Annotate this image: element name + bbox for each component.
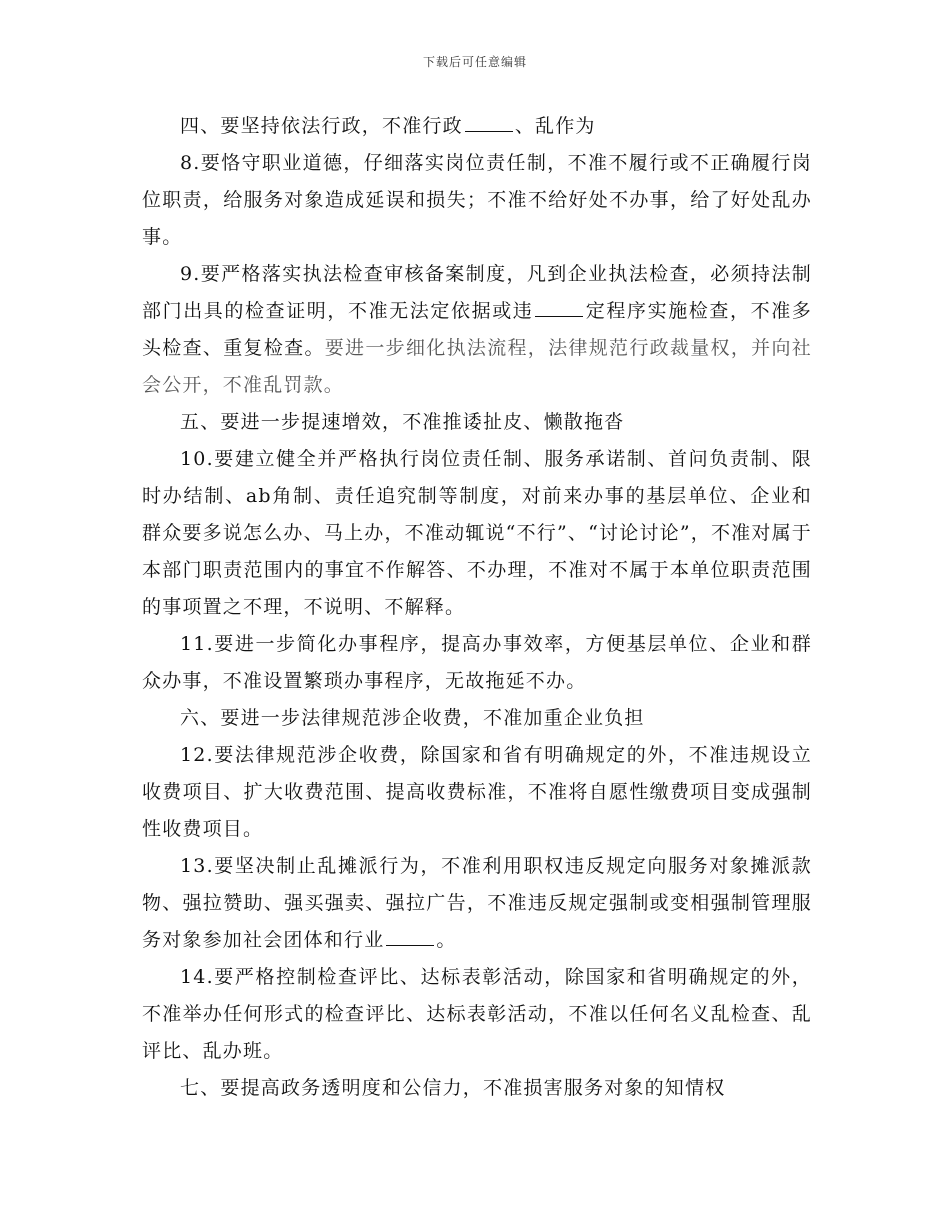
fill-blank: [535, 315, 583, 317]
clause-text: 9.要严格落实执法检查审核备案制度，凡到企业执法检查，必须持法制部门出具的检查证明，不准无法定依据或违: [142, 263, 812, 322]
clause-8: 8.要恪守职业道德，仔细落实岗位责任制，不准不履行或不正确履行岗位职责，给服务对象造成延误和损失；不准不给好处不办事，给了好处乱办事。: [142, 152, 812, 248]
clause-13: [142, 848, 812, 959]
clause-text-cont: 定程序实施检查，不准多头检查、重复检查。: [142, 300, 813, 359]
heading-text: 四、要坚持依法行政，不准行政: [180, 115, 463, 137]
document-body: [142, 108, 812, 1107]
clause-text-gray: 要进一步细化执法流程，法律规范行政裁量权，并向社会公开，不准乱罚款。: [142, 337, 812, 396]
section-heading-4: [142, 108, 812, 145]
clause-text: 13.要坚决制止乱摊派行为，不准利用职权违反规定向服务对象摊派款物、强拉赞助、强买强卖、强拉广告，不准违反规定强制或变相强制管理服务对象参加社会团体和行业: [142, 855, 812, 951]
page-header: 下载后可任意编辑: [422, 55, 527, 69]
clause-11: 11.要进一步简化办事程序，提高办事效率，方便基层单位、企业和群众办事，不准设置繁琐办事程序，无故拖延不办。: [142, 633, 812, 692]
section-heading-5: 五、要进一步提速增效，不准推诿扯皮、懒散拖沓: [180, 411, 625, 433]
fill-blank: [386, 944, 434, 946]
section-heading-6: 六、要进一步法律规范涉企收费，不准加重企业负担: [180, 707, 645, 729]
clause-9: [142, 256, 812, 404]
clause-12: 12.要法律规范涉企收费，除国家和省有明确规定的外，不准违规设立收费项目、扩大收费范围、提高收费标准，不准将自愿性缴费项目变成强制性收费项目。: [142, 744, 812, 840]
fill-blank: [465, 130, 513, 132]
section-heading-7: 七、要提高政务透明度和公信力，不准损害服务对象的知情权: [180, 1077, 726, 1099]
heading-text-end: 、乱作为: [514, 115, 596, 137]
clause-14: 14.要严格控制检查评比、达标表彰活动，除国家和省明确规定的外，不准举办任何形式的检查评比、达标表彰活动，不准以任何名义乱检查、乱评比、乱办班。: [142, 966, 812, 1062]
clause-text-end: 。: [436, 929, 457, 951]
clause-10: 10.要建立健全并严格执行岗位责任制、服务承诺制、首问负责制、限时办结制、ab角制、责任追究制等制度，对前来办事的基层单位、企业和群众要多说怎么办、马上办，不准动辄说“不行”、“讨论讨论”，不准对属于本部门职责范围内的事宜不作解答、不办理，不准对不属于本单位职责范围的事项置之不理，不说明、不解释。: [142, 448, 812, 618]
